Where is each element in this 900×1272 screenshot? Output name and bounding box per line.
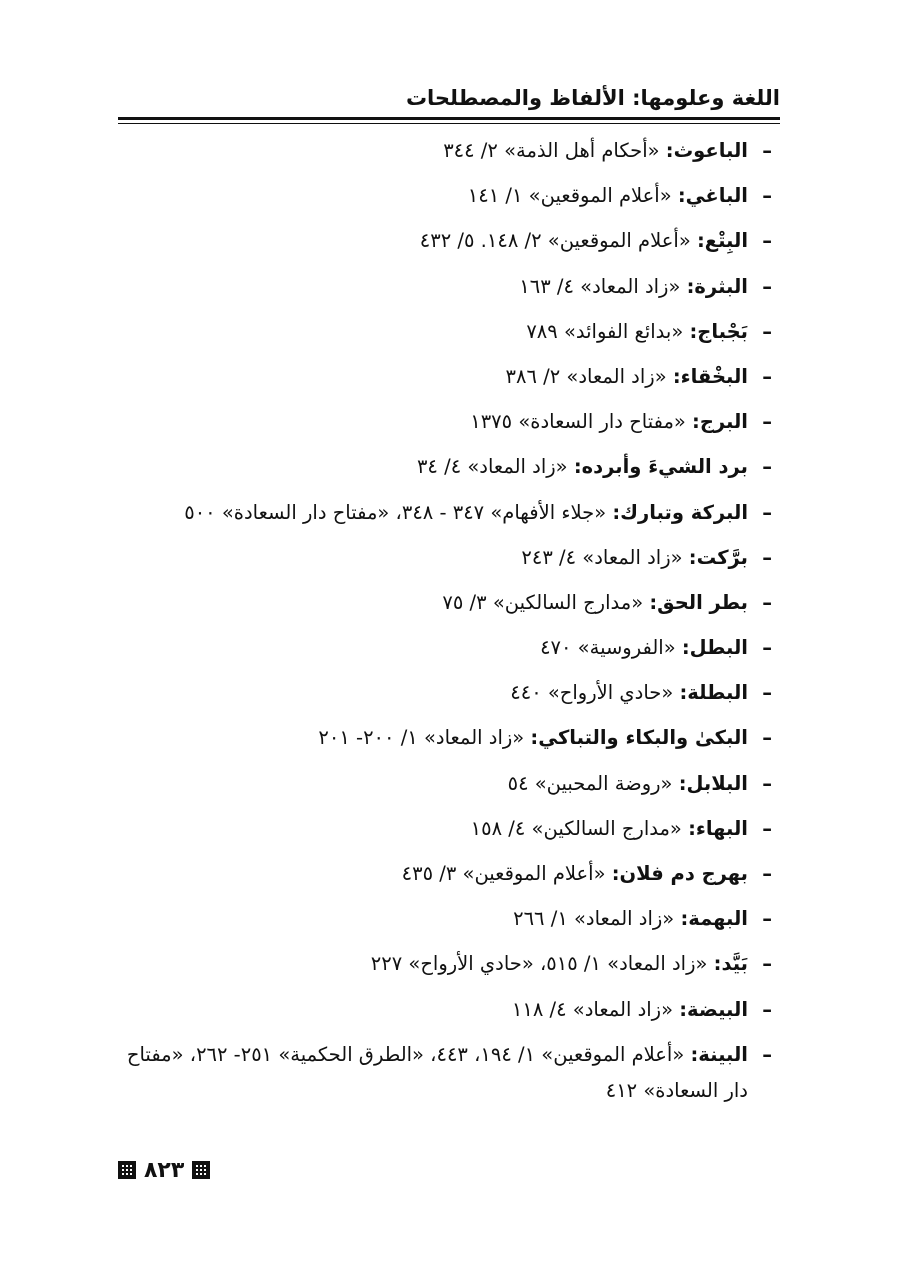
entry-reference: «أعلام الموقعين» ١/ ١٩٤، ٤٤٣، «الطرق الحكمية» ٢٥١- ٢٦٢، «مفتاح دار السعادة» ٤١٢ (126, 1042, 748, 1102)
glossary-entry: – البيضة: «زاد المعاد» ٤/ ١١٨ (511, 997, 772, 1021)
entry-reference: «زاد المعاد» ١/ ٢٠٠- ٢٠١ (318, 726, 525, 750)
glossary-entry: – بَيَّد: «زاد المعاد» ١/ ٥١٥، «حادي الأرواح» ٢٢٧ (370, 952, 772, 976)
entry-term: بطر الحق: (649, 590, 748, 614)
entry-term: البطلة: (679, 681, 748, 705)
entry-term: الباغي: (677, 184, 748, 208)
glossary-entry: – البرج: «مفتاح دار السعادة» ١٣٧٥ (470, 410, 772, 434)
page-footer (118, 1155, 210, 1185)
glossary-entry: – برَّكت: «زاد المعاد» ٤/ ٢٤٣ (521, 545, 772, 569)
glossary-entry: – البخْقاء: «زاد المعاد» ٢/ ٣٨٦ (505, 364, 772, 388)
glossary-entry: – البركة وتبارك: «جلاء الأفهام» ٣٤٧ - ٣٤٨، «مفتاح دار السعادة» ٥٠٠ (184, 500, 772, 524)
entry-reference: «زاد المعاد» ٤/ ٢٤٣ (521, 545, 683, 569)
entry-term: البِتْع: (696, 229, 748, 253)
glossary-entry: – الباعوث: «أحكام أهل الذمة» ٢/ ٣٤٤ (443, 139, 772, 162)
entry-term: برَّكت: (688, 545, 748, 569)
entry-term: بَجْباج: (689, 319, 748, 343)
glossary-entry: – البِتْع: «أعلام الموقعين» ٢/ ١٤٨. ٥/ ٤٣٢ (419, 229, 772, 253)
entry-term: البهاء: (688, 816, 748, 840)
entry-term: بهرج دم فلان: (611, 862, 748, 885)
entry-reference: «حادي الأرواح» ٤٤٠ (510, 681, 674, 705)
glossary-entry: – البهاء: «مدارج السالكين» ٤/ ١٥٨ (470, 816, 772, 840)
glossary-entry: – بطر الحق: «مدارج السالكين» ٣/ ٧٥ (442, 590, 772, 614)
entry-term: البركة وتبارك: (612, 500, 748, 524)
entry-reference: «مدارج السالكين» ٣/ ٧٥ (442, 590, 644, 614)
glossary-entry: – البثرة: «زاد المعاد» ٤/ ١٦٣ (519, 274, 772, 298)
entry-reference: «مدارج السالكين» ٤/ ١٥٨ (470, 816, 682, 840)
entry-reference: «أعلام الموقعين» ٣/ ٤٣٥ (401, 862, 606, 885)
entry-reference: «مفتاح دار السعادة» ١٣٧٥ (470, 410, 686, 434)
glossary-entry: – البلابل: «روضة المحبين» ٥٤ (507, 771, 772, 795)
ornament-icon (192, 1161, 210, 1179)
entry-reference: «زاد المعاد» ٢/ ٣٨٦ (505, 364, 667, 388)
entry-term: البلابل: (678, 771, 748, 795)
entry-term: البطل: (681, 636, 748, 660)
entry-term: البهمة: (680, 907, 748, 931)
entry-term: البيضة: (679, 997, 748, 1021)
glossary-list (110, 136, 780, 1124)
glossary-entry: – بهرج دم فلان: «أعلام الموقعين» ٣/ ٤٣٥ (401, 862, 772, 885)
entry-reference: «جلاء الأفهام» ٣٤٧ - ٣٤٨، «مفتاح دار السعادة» ٥٠٠ (184, 500, 607, 524)
entry-reference: «بدائع الفوائد» ٧٨٩ (526, 319, 684, 343)
entry-term: برد الشيءَ وأبرده: (573, 455, 748, 479)
entry-reference: «الفروسية» ٤٧٠ (540, 636, 676, 660)
glossary-entry: – البهمة: «زاد المعاد» ١/ ٢٦٦ (513, 907, 772, 931)
entry-term: البينة: (690, 1042, 748, 1066)
entry-reference: «أعلام الموقعين» ١/ ١٤١ (467, 184, 672, 208)
entry-reference: «روضة المحبين» ٥٤ (507, 771, 673, 795)
entry-reference: «أحكام أهل الذمة» ٢/ ٣٤٤ (443, 139, 660, 162)
entry-reference: «أعلام الموقعين» ٢/ ١٤٨. ٥/ ٤٣٢ (419, 229, 691, 253)
header-rule-thin (118, 123, 780, 124)
entry-reference: «زاد المعاد» ٤/ ١٦٣ (519, 274, 681, 298)
entry-reference: «زاد المعاد» ١/ ٥١٥، «حادي الأرواح» ٢٢٧ (370, 952, 708, 976)
running-header (118, 86, 780, 120)
entry-term: البثرة: (686, 274, 748, 298)
running-header-title: اللغة وعلومها: الألفاظ والمصطلحات (405, 86, 780, 110)
glossary-entry: – برد الشيءَ وأبرده: «زاد المعاد» ٤/ ٣٤ (416, 455, 772, 479)
glossary-entry: – البطلة: «حادي الأرواح» ٤٤٠ (510, 681, 772, 705)
entry-reference: «زاد المعاد» ٤/ ٣٤ (416, 455, 568, 479)
page-number: ٨٢٣ (144, 1157, 185, 1183)
entry-reference: «زاد المعاد» ٤/ ١١٨ (511, 997, 674, 1021)
entry-term: البكىٰ والبكاء والتباكي: (530, 726, 748, 750)
glossary-entry: – بَجْباج: «بدائع الفوائد» ٧٨٩ (526, 319, 772, 343)
entry-reference: «زاد المعاد» ١/ ٢٦٦ (513, 907, 675, 931)
entry-term: البرج: (692, 410, 748, 434)
glossary-entry: – الباغي: «أعلام الموقعين» ١/ ١٤١ (467, 184, 772, 208)
entry-term: بَيَّد: (713, 952, 748, 976)
glossary-entry: – البطل: «الفروسية» ٤٧٠ (540, 636, 772, 660)
ornament-icon (118, 1161, 136, 1179)
glossary-entry: – البينة: «أعلام الموقعين» ١/ ١٩٤، ٤٤٣، «الطرق الحكمية» ٢٥١- ٢٦٢، «مفتاح دار السعادة» ٤١٢ (126, 1042, 772, 1102)
glossary-entry: – البكىٰ والبكاء والتباكي: «زاد المعاد» ١/ ٢٠٠- ٢٠١ (318, 726, 772, 750)
header-rule-thick (118, 117, 780, 120)
entry-term: الباعوث: (665, 139, 748, 162)
entry-term: البخْقاء: (672, 364, 748, 388)
